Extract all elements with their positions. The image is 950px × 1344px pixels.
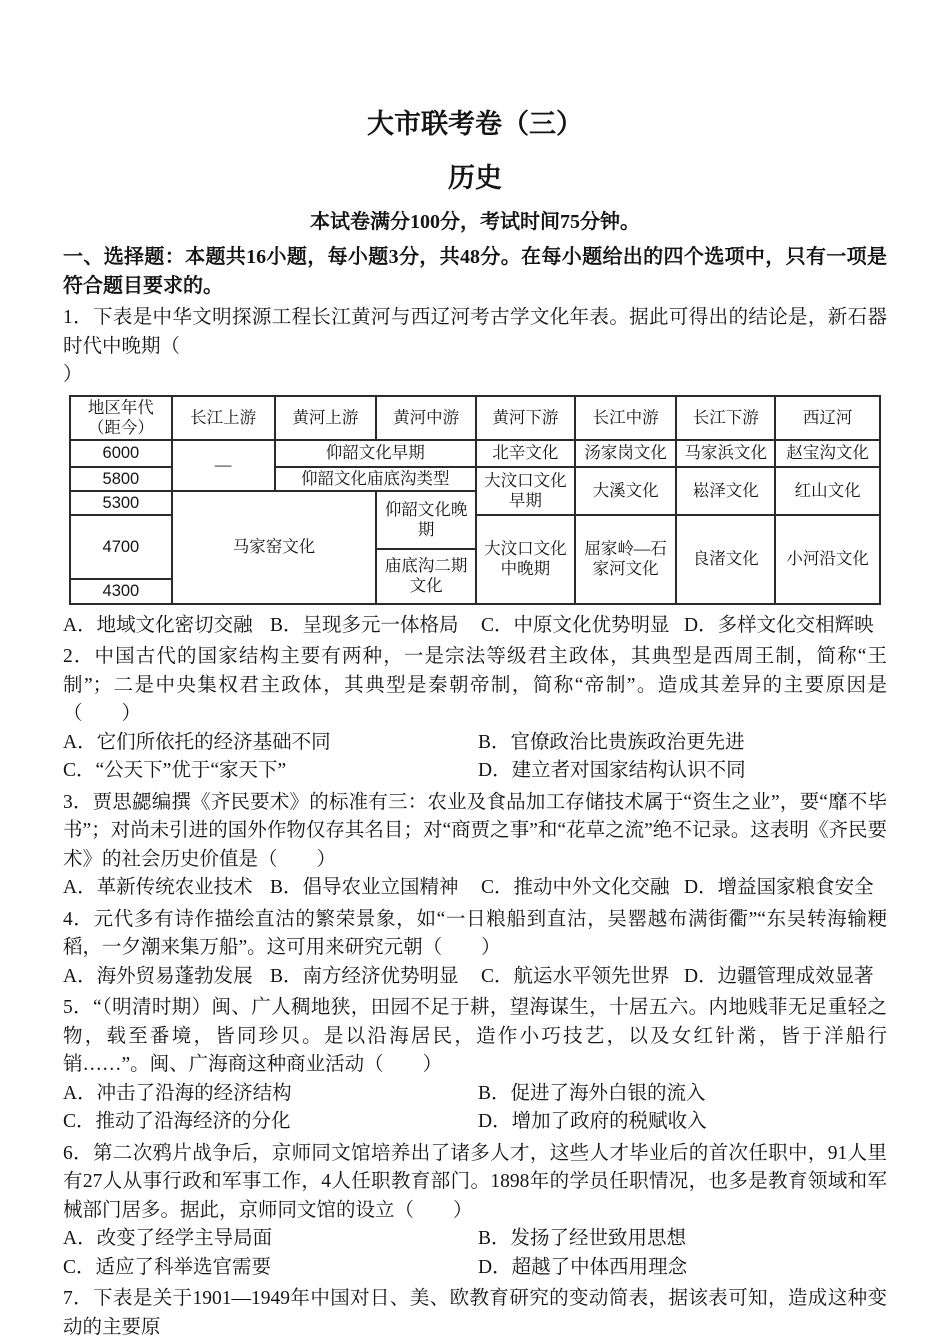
question-5 [63,994,887,1137]
question-4 [63,906,887,992]
question-6-option-d: D．超越了中体西用理念 [478,1256,688,1278]
question-2-option-c: C．“公天下”优于“家天下” [63,760,287,781]
question-2-option-b: B．官僚政治比贵族政治更先进 [478,731,745,753]
cell-year-5800: 5800 [70,467,172,491]
question-4-stem: 4．元代多有诗作描绘直沽的繁荣景象，如“一日粮船到直沽，吴罂越布满街衢”“东吴转海输粳稻，一夕潮来集万船”。这可用来研究元朝（ ） [63,908,887,958]
cell-miaodigou-2: 庙底沟二期文化 [376,549,476,604]
question-6-option-a: A．改变了经学主导局面 [63,1228,273,1249]
cell-daxi: 大溪文化 [575,467,677,515]
table-header-region-age-line2: （距今） [87,417,154,437]
cell-yangshao-late: 仰韶文化晚期 [376,491,476,549]
cell-year-4300: 4300 [70,579,172,604]
cell-zhaobaogou: 赵宝沟文化 [775,440,880,467]
question-1-option-a: A．地域文化密切交融 [63,614,253,636]
question-3-option-d: D．增益国家粮食安全 [684,877,874,898]
table-row-6000 [70,440,880,467]
cell-yangshao-miaodigou: 仰韶文化庙底沟类型 [275,467,476,491]
cell-yangshao-early: 仰韶文化早期 [275,440,476,467]
question-3-options [63,874,887,903]
cell-tangjiagang: 汤家岗文化 [575,440,677,467]
table-header-yellow-upper: 黄河上游 [275,396,377,440]
cell-xiaoheyan: 小河沿文化 [775,515,880,604]
question-6 [63,1140,887,1283]
question-1-option-b: B．呈现多元一体格局 [270,614,459,636]
question-5-option-a: A．冲击了沿海的经济结构 [63,1082,292,1104]
cell-liangzhu: 良渚文化 [676,515,775,604]
question-5-option-b: B．促进了海外白银的流入 [478,1082,706,1104]
question-2 [63,643,887,786]
section-heading: 一、选择题：本题共16小题，每小题3分，共48分。在每小题给出的四个选项中，只有一项是符合题目要求的。 [63,246,887,297]
question-6-stem: 6．第二次鸦片战争后，京师同文馆培养出了诸多人才，这些人才毕业后的首次任职中，91人里有27人从事行政和军事工作，4人任职教育部门。1898年的学员任职情况，也多是教育领域和军械部门居多。据此，京师同文馆的设立（ ） [63,1142,887,1221]
question-1-option-c: C．中原文化优势明显 [481,614,670,636]
cell-majiayao: 马家窑文化 [172,491,377,604]
cell-songze: 崧泽文化 [676,467,775,515]
question-2-stem: 2．中国古代的国家结构主要有两种，一是宗法等级君主政体，其典型是西周王制，简称“王制”；二是中央集权君主政体，其典型是秦朝帝制，简称“帝制”。造成其差异的主要原因是（ ） [63,646,887,724]
question-7 [63,1285,887,1342]
question-4-option-b: B．南方经济优势明显 [270,965,459,987]
table-header-region-age [70,396,172,440]
exam-info-line: 本试卷满分100分，考试时间75分钟。 [310,211,640,233]
question-3-stem: 3．贾思勰编撰《齐民要术》的标准有三：农业及食品加工存储技术属于“资生之业”，要“靡不毕书”；对尚未引进的国外作物仅存其名目；对“商贾之事”和“花草之流”绝不记录。这表明《齐民要术》的社会历史价值是（ ） [63,791,887,870]
table-header-yangtze-middle: 长江中游 [575,396,677,440]
table-header-yellow-lower: 黄河下游 [476,396,575,440]
question-7-stem: 7．下表是关于1901—1949年中国对日、美、欧教育研究的变动简表，据该表可知，造成这种变动的主要原 [63,1288,887,1338]
cell-dawenkou-early: 大汶口文化早期 [476,467,575,515]
question-6-option-c: C．适应了科举选官需要 [63,1256,272,1278]
table-header-xiliao-river: 西辽河 [775,396,880,440]
cell-year-4700: 4700 [70,515,172,579]
cell-majiabang: 马家浜文化 [676,440,775,467]
cell-beixin: 北辛文化 [476,440,575,467]
question-2-options [63,729,887,786]
subject-title: 历史 [448,163,502,193]
question-6-option-b: B．发扬了经世致用思想 [478,1228,687,1249]
question-5-stem: 5．“（明清时期）闽、广人稠地狭，田园不足于耕，望海谋生，十居五六。内地贱菲无足重轻之物，载至番境，皆同珍贝。是以沿海居民，造作小巧技艺，以及女红针黹，皆于洋船行销……”。闽、广海商这种商业活动（ ） [63,997,887,1075]
archaeology-culture-table [69,395,881,605]
question-4-option-d: D．边疆管理成效显著 [684,965,874,987]
cell-dash: — [172,440,275,491]
question-1-option-d: D．多样文化交相辉映 [684,614,874,636]
table-header-yangtze-upper: 长江上游 [172,396,275,440]
cell-year-6000: 6000 [70,440,172,467]
question-5-option-d: D．增加了政府的税赋收入 [478,1111,707,1132]
question-1-stem: 1．下表是中华文明探源工程长江黄河与西辽河考古学文化年表。据此可得出的结论是，新石器时代中晚期（ [63,307,887,357]
question-4-option-c: C．航运水平领先世界 [481,965,670,987]
question-3 [63,789,887,903]
question-3-option-b: B．倡导农业立国精神 [270,877,459,898]
question-3-option-c: C．推动中外文化交融 [481,877,670,898]
question-6-options [63,1225,887,1282]
table-header-yangtze-lower: 长江下游 [676,396,775,440]
cell-qujialing-shijiahe: 屈家岭—石家河文化 [575,515,677,604]
table-header-yellow-middle: 黄河中游 [376,396,476,440]
question-2-option-d: D．建立者对国家结构认识不同 [478,760,746,781]
table-header-row [70,396,880,440]
question-1-stem-close: ） [63,364,83,385]
cell-dawenkou-mid-late: 大汶口文化中晚期 [476,515,575,604]
question-5-options [63,1080,887,1137]
question-3-option-a: A．革新传统农业技术 [63,877,253,898]
question-5-option-c: C．推动了沿海经济的分化 [63,1111,291,1132]
question-4-options [63,963,887,992]
question-4-option-a: A．海外贸易蓬勃发展 [63,965,253,987]
question-1 [63,304,887,640]
cell-year-5300: 5300 [70,491,172,515]
question-1-options [63,612,887,641]
question-2-option-a: A．它们所依托的经济基础不同 [63,731,331,753]
cell-hongshan: 红山文化 [775,467,880,515]
page-title: 大市联考卷（三） [367,109,583,139]
table-header-region-age-line1: 地区年代 [87,397,154,417]
